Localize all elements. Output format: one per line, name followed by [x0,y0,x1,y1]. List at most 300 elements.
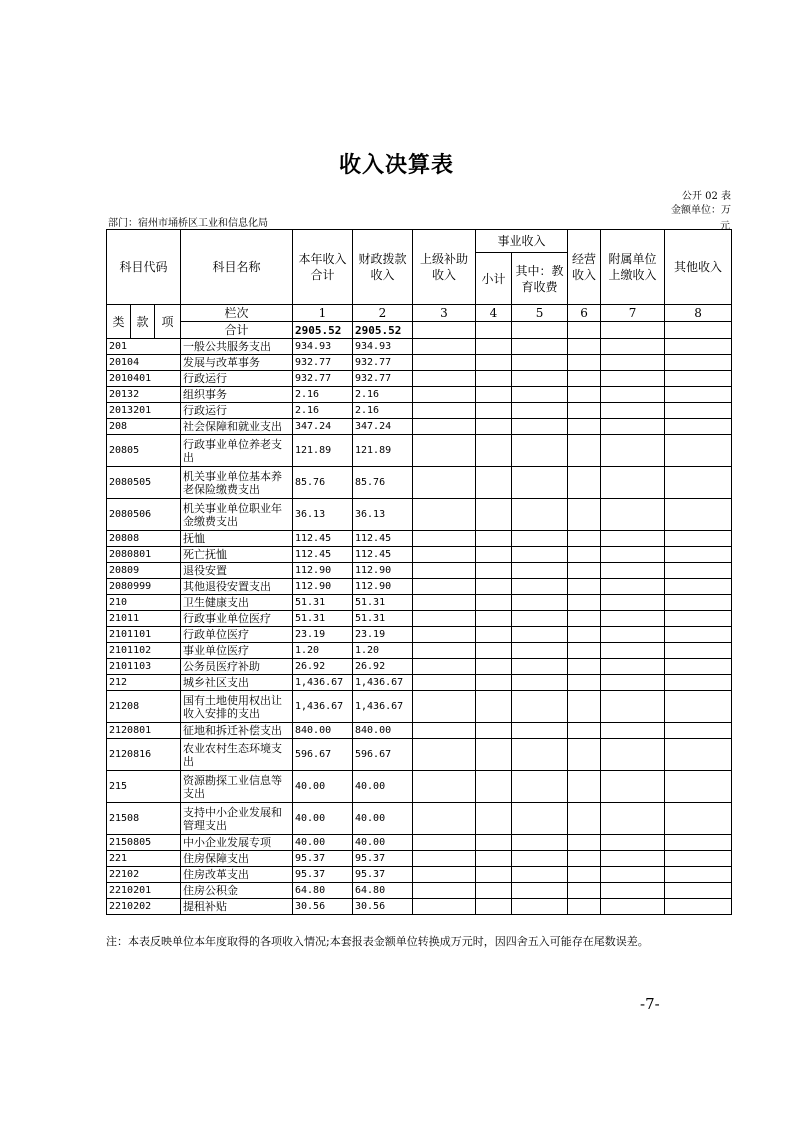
row-code: 20805 [107,435,181,467]
row-code: 21508 [107,803,181,835]
row-empty-cell [601,627,665,643]
row-name: 一般公共服务支出 [181,339,293,355]
row-code: 21208 [107,691,181,723]
row-fiscal: 40.00 [353,803,413,835]
row-empty-cell [665,547,732,563]
row-fiscal: 2.16 [353,387,413,403]
row-total: 1.20 [293,643,353,659]
row-empty-cell [476,643,512,659]
amount-unit-tail: 元 [720,221,730,232]
row-name: 行政运行 [181,371,293,387]
row-empty-cell [413,579,476,595]
header-upper: 上级补助收入 [413,230,476,305]
row-fiscal: 51.31 [353,611,413,627]
table-row [107,531,732,547]
row-empty-cell [413,883,476,899]
row-total: 1,436.67 [293,691,353,723]
row-empty-cell [568,867,601,883]
row-empty-cell [568,723,601,739]
table-row [107,739,732,771]
row-name: 城乡社区支出 [181,675,293,691]
table-row [107,643,732,659]
row-empty-cell [568,803,601,835]
row-fiscal: 112.90 [353,579,413,595]
row-empty-cell [413,803,476,835]
row-empty-cell [601,691,665,723]
row-fiscal: 40.00 [353,835,413,851]
row-empty-cell [476,675,512,691]
row-empty-cell [601,547,665,563]
row-empty-cell [413,563,476,579]
row-code: 20809 [107,563,181,579]
table-row [107,419,732,435]
row-empty-cell [413,691,476,723]
row-empty-cell [568,675,601,691]
table-row [107,659,732,675]
header-col-label: 栏次 [181,305,293,322]
table-row [107,579,732,595]
row-empty-cell [665,867,732,883]
row-empty-cell [601,803,665,835]
row-total: 95.37 [293,851,353,867]
table-row [107,867,732,883]
row-empty-cell [476,595,512,611]
table-row [107,611,732,627]
row-code: 2080506 [107,499,181,531]
row-empty-cell [665,739,732,771]
row-empty-cell [665,419,732,435]
table-row [107,435,732,467]
row-fiscal: 112.90 [353,563,413,579]
row-empty-cell [413,739,476,771]
row-empty-cell [568,883,601,899]
row-empty-cell [476,883,512,899]
row-empty-cell [601,467,665,499]
row-name: 抚恤 [181,531,293,547]
row-empty-cell [476,835,512,851]
row-empty-cell [512,387,568,403]
row-code: 212 [107,675,181,691]
row-total: 40.00 [293,803,353,835]
row-empty-cell [512,883,568,899]
row-name: 行政事业单位医疗 [181,611,293,627]
row-empty-cell [601,851,665,867]
table-row [107,627,732,643]
col-num: 8 [665,305,732,322]
row-empty-cell [601,499,665,531]
row-empty-cell [665,883,732,899]
row-empty-cell [568,419,601,435]
row-empty-cell [413,851,476,867]
row-empty-cell [512,675,568,691]
row-total: 934.93 [293,339,353,355]
row-empty-cell [665,627,732,643]
row-total: 36.13 [293,499,353,531]
total-row-label: 合计 [181,322,293,339]
row-empty-cell [413,723,476,739]
row-code: 2210201 [107,883,181,899]
row-empty-cell [568,563,601,579]
row-total: 40.00 [293,771,353,803]
row-empty-cell [568,899,601,915]
row-empty-cell [665,387,732,403]
row-total: 347.24 [293,419,353,435]
row-empty-cell [512,659,568,675]
row-name: 中小企业发展专项 [181,835,293,851]
row-empty-cell [476,851,512,867]
row-empty-cell [665,595,732,611]
row-empty-cell [413,355,476,371]
page-title: 收入决算表 [338,152,454,178]
row-fiscal: 85.76 [353,467,413,499]
row-total: 932.77 [293,355,353,371]
row-empty-cell [665,371,732,387]
row-empty-cell [413,339,476,355]
row-total: 112.90 [293,579,353,595]
row-code: 2080999 [107,579,181,595]
row-total: 112.45 [293,547,353,563]
row-code: 20808 [107,531,181,547]
form-number: 公开 02 表 [681,191,731,202]
row-empty-cell [413,419,476,435]
row-empty-cell [512,355,568,371]
header-xiang: 项 [155,305,181,339]
row-empty-cell [665,851,732,867]
header-kuan: 款 [131,305,155,339]
row-empty-cell [413,547,476,563]
row-empty-cell [512,771,568,803]
row-empty-cell [601,403,665,419]
row-empty-cell [568,627,601,643]
row-empty-cell [476,435,512,467]
row-code: 2120801 [107,723,181,739]
row-fiscal: 121.89 [353,435,413,467]
row-empty-cell [512,547,568,563]
row-empty-cell [413,899,476,915]
row-empty-cell [413,627,476,643]
row-empty-cell [512,739,568,771]
row-empty-cell [476,531,512,547]
row-empty-cell [601,739,665,771]
row-empty-cell [568,467,601,499]
row-code: 2101103 [107,659,181,675]
row-name: 农业农村生态环境支出 [181,739,293,771]
row-empty-cell [476,403,512,419]
row-total: 51.31 [293,595,353,611]
table-row [107,563,732,579]
row-empty-cell [476,467,512,499]
row-empty-cell [568,691,601,723]
table-row [107,883,732,899]
row-empty-cell [665,435,732,467]
row-name: 事业单位医疗 [181,643,293,659]
row-total: 23.19 [293,627,353,643]
row-name: 支持中小企业发展和管理支出 [181,803,293,835]
row-total: 932.77 [293,371,353,387]
header-affiliated: 附属单位上缴收入 [601,230,665,305]
row-fiscal: 840.00 [353,723,413,739]
col-num: 6 [568,305,601,322]
row-empty-cell [568,659,601,675]
row-total: 26.92 [293,659,353,675]
row-empty-cell [665,467,732,499]
row-empty-cell [568,579,601,595]
row-code: 2080505 [107,467,181,499]
row-code: 21011 [107,611,181,627]
total-row-fiscal: 2905.52 [353,322,413,339]
row-fiscal: 1.20 [353,643,413,659]
row-empty-cell [476,723,512,739]
header-other: 其他收入 [665,230,732,305]
row-empty-cell [601,435,665,467]
row-fiscal: 932.77 [353,355,413,371]
table-row [107,371,732,387]
row-empty-cell [476,419,512,435]
row-total: 112.90 [293,563,353,579]
row-empty-cell [413,371,476,387]
row-empty-cell [476,355,512,371]
row-empty-cell [413,403,476,419]
row-empty-cell [568,387,601,403]
row-empty-cell [601,899,665,915]
row-fiscal: 51.31 [353,595,413,611]
row-total: 64.80 [293,883,353,899]
row-fiscal: 40.00 [353,771,413,803]
row-empty-cell [601,339,665,355]
col-num: 4 [476,305,512,322]
row-total: 2.16 [293,387,353,403]
row-empty-cell [665,675,732,691]
row-empty-cell [512,435,568,467]
header-code: 科目代码 [107,230,181,305]
row-empty-cell [665,339,732,355]
row-fiscal: 934.93 [353,339,413,355]
table-row [107,835,732,851]
row-empty-cell [476,771,512,803]
row-empty-cell [568,499,601,531]
row-empty-cell [413,595,476,611]
row-empty-cell [476,739,512,771]
row-name: 住房改革支出 [181,867,293,883]
row-code: 2150805 [107,835,181,851]
row-empty-cell [476,691,512,723]
row-empty-cell [413,435,476,467]
row-total: 30.56 [293,899,353,915]
col-num: 1 [293,305,353,322]
row-empty-cell [601,595,665,611]
row-empty-cell [665,723,732,739]
row-total: 40.00 [293,835,353,851]
row-empty-cell [476,387,512,403]
row-name: 行政运行 [181,403,293,419]
row-code: 2120816 [107,739,181,771]
row-empty-cell [512,371,568,387]
table-row [107,771,732,803]
row-empty-cell [568,435,601,467]
row-empty-cell [476,803,512,835]
row-empty-cell [568,547,601,563]
row-name: 行政单位医疗 [181,627,293,643]
row-empty-cell [665,643,732,659]
row-empty-cell [665,531,732,547]
table-row [107,675,732,691]
row-empty-cell [512,403,568,419]
row-name: 死亡抚恤 [181,547,293,563]
row-total: 840.00 [293,723,353,739]
row-name: 卫生健康支出 [181,595,293,611]
row-empty-cell [512,339,568,355]
row-name: 组织事务 [181,387,293,403]
row-name: 发展与改革事务 [181,355,293,371]
row-empty-cell [476,371,512,387]
row-empty-cell [601,771,665,803]
row-code: 215 [107,771,181,803]
row-empty-cell [512,595,568,611]
row-fiscal: 36.13 [353,499,413,531]
table-row [107,499,732,531]
row-empty-cell [512,643,568,659]
row-empty-cell [601,531,665,547]
row-empty-cell [665,355,732,371]
row-total: 112.45 [293,531,353,547]
row-empty-cell [476,339,512,355]
row-empty-cell [601,611,665,627]
row-empty-cell [665,659,732,675]
row-empty-cell [665,579,732,595]
row-empty-cell [665,899,732,915]
row-code: 2013201 [107,403,181,419]
row-empty-cell [413,611,476,627]
row-code: 201 [107,339,181,355]
row-code: 22102 [107,867,181,883]
row-empty-cell [601,675,665,691]
row-fiscal: 95.37 [353,867,413,883]
row-fiscal: 1,436.67 [353,675,413,691]
row-fiscal: 347.24 [353,419,413,435]
row-empty-cell [601,835,665,851]
row-name: 社会保障和就业支出 [181,419,293,435]
row-empty-cell [476,611,512,627]
row-empty-cell [512,723,568,739]
row-fiscal: 95.37 [353,851,413,867]
row-empty-cell [568,595,601,611]
row-empty-cell [512,611,568,627]
table-row [107,355,732,371]
row-fiscal: 932.77 [353,371,413,387]
table-row [107,339,732,355]
row-empty-cell [413,867,476,883]
row-empty-cell [568,851,601,867]
table-row [107,851,732,867]
row-empty-cell [601,643,665,659]
row-fiscal: 596.67 [353,739,413,771]
row-empty-cell [568,355,601,371]
row-code: 221 [107,851,181,867]
row-empty-cell [512,499,568,531]
row-total: 95.37 [293,867,353,883]
header-fiscal: 财政拨款收入 [353,230,413,305]
row-code: 2101101 [107,627,181,643]
row-empty-cell [413,467,476,499]
col-num: 5 [512,305,568,322]
row-empty-cell [601,371,665,387]
row-empty-cell [665,803,732,835]
row-fiscal: 23.19 [353,627,413,643]
row-total: 1,436.67 [293,675,353,691]
row-empty-cell [601,659,665,675]
row-empty-cell [413,659,476,675]
row-total: 121.89 [293,435,353,467]
row-fiscal: 26.92 [353,659,413,675]
table-row [107,691,732,723]
row-empty-cell [568,531,601,547]
row-empty-cell [568,771,601,803]
row-empty-cell [665,835,732,851]
row-empty-cell [601,579,665,595]
row-empty-cell [568,339,601,355]
row-empty-cell [601,867,665,883]
row-total: 2.16 [293,403,353,419]
table-row [107,803,732,835]
header-business: 事业收入 [476,230,568,253]
row-code: 20132 [107,387,181,403]
row-empty-cell [665,499,732,531]
row-code: 2010401 [107,371,181,387]
row-empty-cell [601,883,665,899]
row-empty-cell [512,627,568,643]
row-code: 208 [107,419,181,435]
footnote: 注：本表反映单位本年度取得的各项收入情况;本套报表金额单位转换成万元时，因四舍五入可能存在尾数误差。 [106,935,649,948]
row-empty-cell [512,803,568,835]
header-lei: 类 [107,305,131,339]
row-name: 行政事业单位养老支出 [181,435,293,467]
col-num: 2 [353,305,413,322]
department-label: 部门：宿州市埇桥区工业和信息化局 [108,218,268,229]
table-row [107,547,732,563]
row-empty-cell [512,899,568,915]
row-name: 提租补贴 [181,899,293,915]
row-empty-cell [512,579,568,595]
header-subtotal: 小计 [476,253,512,305]
col-num: 3 [413,305,476,322]
row-empty-cell [665,403,732,419]
row-empty-cell [665,563,732,579]
total-row-total: 2905.52 [293,322,353,339]
row-empty-cell [568,371,601,387]
row-empty-cell [665,771,732,803]
row-empty-cell [476,563,512,579]
row-empty-cell [568,643,601,659]
row-empty-cell [568,835,601,851]
row-code: 2101102 [107,643,181,659]
row-empty-cell [512,867,568,883]
row-name: 公务员医疗补助 [181,659,293,675]
row-empty-cell [413,499,476,531]
row-empty-cell [601,723,665,739]
row-name: 住房保障支出 [181,851,293,867]
row-total: 85.76 [293,467,353,499]
row-fiscal: 112.45 [353,547,413,563]
table-row [107,595,732,611]
row-name: 机关事业单位基本养老保险缴费支出 [181,467,293,499]
row-empty-cell [413,835,476,851]
row-empty-cell [476,627,512,643]
col-num: 7 [601,305,665,322]
row-empty-cell [665,611,732,627]
row-empty-cell [601,387,665,403]
row-fiscal: 30.56 [353,899,413,915]
row-code: 2080801 [107,547,181,563]
